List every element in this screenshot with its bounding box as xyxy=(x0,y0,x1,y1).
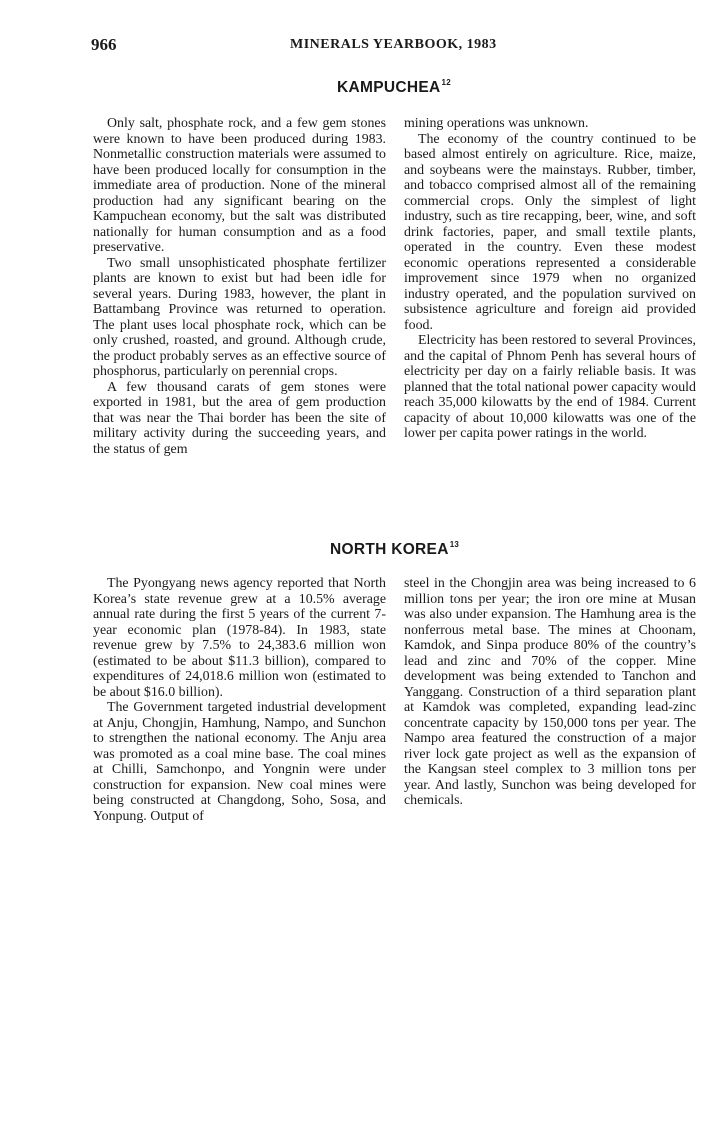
paragraph: The economy of the country continued to be based almost entirely on agriculture. Rice, maize, and soybeans were the mainstays. Rubber, timber, and tobacco comprised almost all of the remaining commercial crops. Only the simplest of light industry, such as tire recapping, beer, wine, and soft drink factories, paper, and small textile plants, operated in the country. Even these modest economic operations represented a considerable improvement since 1979 when no organized industry operated, and the population survived on subsistence agriculture and foreign aid provided food. xyxy=(404,131,696,333)
kampuchea-right-column xyxy=(404,116,696,442)
section-title-text: KAMPUCHEA xyxy=(337,79,441,96)
running-title: MINERALS YEARBOOK, 1983 xyxy=(290,37,497,52)
footnote-marker: 13 xyxy=(449,540,460,549)
paragraph: The Pyongyang news agency reported that North Korea’s state revenue grew at a 10.5% average annual rate during the first 5 years of the current 7-year economic plan (1978-84). In 1983, state revenue grew by 7.5% to 24,383.6 million won (estimated to be about $11.3 billion), compared to expenditures of 24,018.6 million won (estimated to be about $16.0 billion). xyxy=(93,576,386,700)
paragraph-continuation: mining operations was unknown. xyxy=(404,116,589,131)
paragraph-continuation: steel in the Chongjin area was being increased to 6 million tons per year; the iron ore mine at Musan was also under expansion. The Hamhung area is the nonferrous metal base. The mines at Choonam, Kamdok, and Sinpa produce 80% of the country’s lead and zinc and 70% of the copper. Mine development was being extended to Tanchon and Yanggang. Construction of a third separation plant at Kamdok was completed, expanding lead-zinc concentrate capacity by 150,000 tons per year. The Nampo area featured the construction of a major river lock gate project as well as the expansion of the Kangsan steel complex to 3 million tons per year. And lastly, Sunchon was being developed for chemicals. xyxy=(404,576,696,808)
section-title-north-korea xyxy=(330,540,459,559)
page-number: 966 xyxy=(91,35,117,54)
footnote-marker: 12 xyxy=(441,78,451,87)
section-title-text: NORTH KOREA xyxy=(330,541,449,558)
paragraph: Two small unsophisticated phosphate fertilizer plants are known to exist but had been idle for several years. During 1983, however, the plant in Battambang Province was returned to operation. The plant uses local phosphate rock, which can be only crushed, roasted, and ground. Although crude, the product probably serves as an effective source of phosphorus, particularly on perennial crops. xyxy=(93,255,386,379)
kampuchea-left-column xyxy=(93,116,386,457)
section-title-kampuchea xyxy=(337,78,451,97)
paragraph: A few thousand carats of gem stones were exported in 1981, but the area of gem production that was near the Thai border has been the site of military activity during the succeeding years, and the status of gem xyxy=(93,379,386,457)
paragraph: Only salt, phosphate rock, and a few gem stones were known to have been produced during 1983. Nonmetallic construction materials were assumed to have been produced locally for consumption in the immediate area of production. None of the mineral production had any significant bearing on the Kampuchean economy, but the salt was distributed nationally for human consumption and as a food preservative. xyxy=(93,116,386,255)
north-korea-right-column xyxy=(404,576,696,809)
north-korea-left-column xyxy=(93,576,386,824)
paragraph: Electricity has been restored to several Provinces, and the capital of Phnom Penh has several hours of electricity per day on a fairly reliable basis. It was planned that the total national power capacity would reach 35,000 kilowatts by the end of 1984. Current capacity of about 10,000 kilowatts was one of the lower per capita power ratings in the world. xyxy=(404,333,696,441)
paragraph: The Government targeted industrial development at Anju, Chongjin, Hamhung, Nampo, and Sunchon to strengthen the national economy. The Anju area was promoted as a coal mine base. The coal mines at Chilli, Samchonpo, and Yongnin were under construction for expansion. New coal mines were being constructed at Changdong, Soho, Sosa, and Yonpung. Output of xyxy=(93,700,386,824)
